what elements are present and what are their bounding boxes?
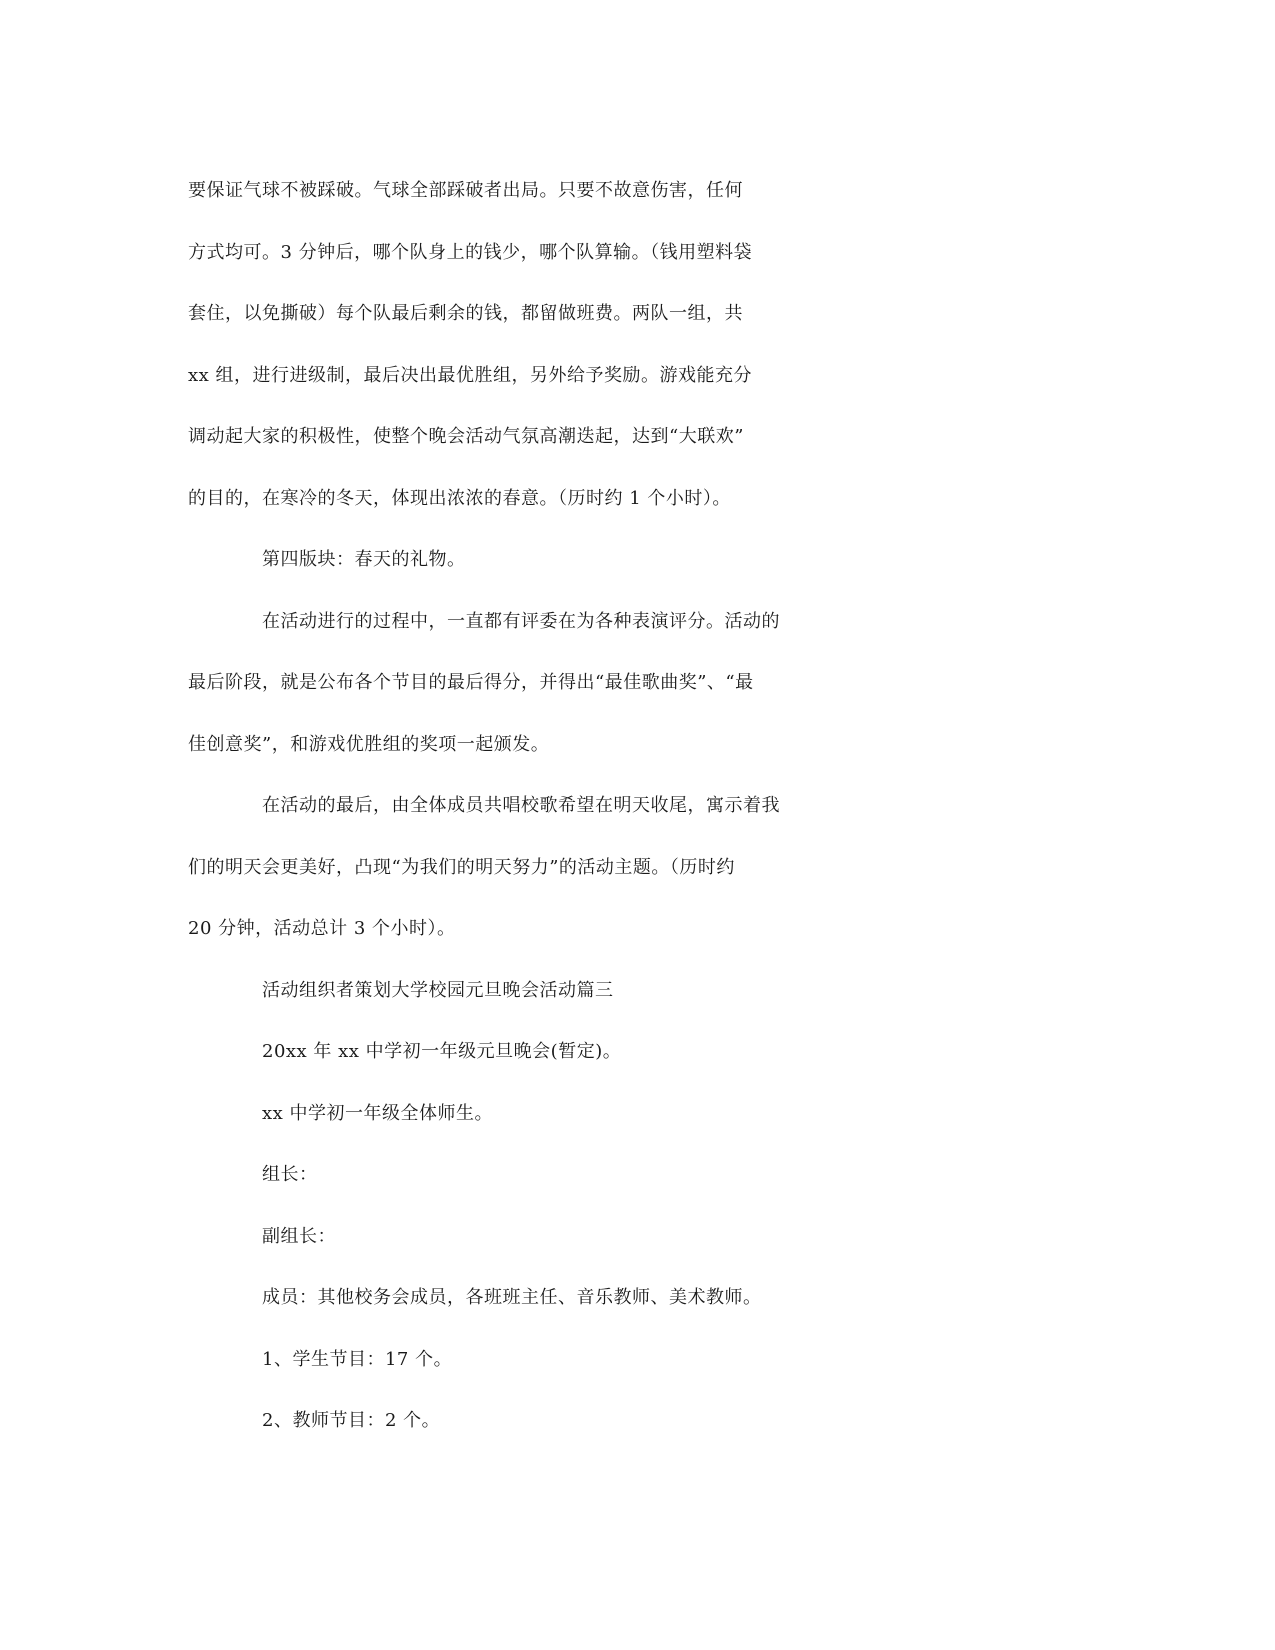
text-line: 在活动的最后，由全体成员共唱校歌希望在明天收尾，寓示着我 xyxy=(262,795,780,816)
section-heading: 第四版块：春天的礼物。 xyxy=(262,549,466,570)
text-line: 成员：其他校务会成员，各班班主任、音乐教师、美术教师。 xyxy=(262,1287,762,1308)
list-item: 1、学生节目：17 个。 xyxy=(262,1348,453,1370)
text-line: 最后阶段，就是公布各个节目的最后得分，并得出“最佳歌曲奖”、“最 xyxy=(188,672,754,693)
text-line: xx 中学初一年级全体师生。 xyxy=(262,1102,494,1124)
text-line: 佳创意奖”，和游戏优胜组的奖项一起颁发。 xyxy=(188,733,550,755)
text-line: 副组长： xyxy=(262,1225,336,1247)
text-line: 调动起大家的积极性，使整个晚会活动气氛高潮迭起，达到“大联欢” xyxy=(188,426,744,447)
text-line: 套住，以免撕破）每个队最后剩余的钱，都留做班费。两队一组，共 xyxy=(188,303,743,324)
section-title: 活动组织者策划大学校园元旦晚会活动篇三 xyxy=(262,979,614,1001)
text-line: 要保证气球不被踩破。气球全部踩破者出局。只要不故意伤害，任何 xyxy=(188,180,743,201)
document-body xyxy=(188,160,1088,1452)
text-line: xx 组，进行进级制，最后决出最优胜组，另外给予奖励。游戏能充分 xyxy=(188,364,753,386)
text-line: 们的明天会更美好，凸现“为我们的明天努力”的活动主题。（历时约 xyxy=(188,856,735,878)
text-line: 的目的，在寒冷的冬天，体现出浓浓的春意。（历时约 1 个小时）。 xyxy=(188,487,731,509)
text-line: 组长： xyxy=(262,1164,318,1185)
text-line: 在活动进行的过程中，一直都有评委在为各种表演评分。活动的 xyxy=(262,610,780,632)
list-item: 2、教师节目：2 个。 xyxy=(262,1410,441,1431)
text-line: 方式均可。3 分钟后，哪个队身上的钱少，哪个队算输。（钱用塑料袋 xyxy=(188,241,753,263)
text-line: 20xx 年 xx 中学初一年级元旦晚会(暂定)。 xyxy=(262,1041,622,1062)
text-line: 20 分钟，活动总计 3 个小时）。 xyxy=(188,918,456,939)
